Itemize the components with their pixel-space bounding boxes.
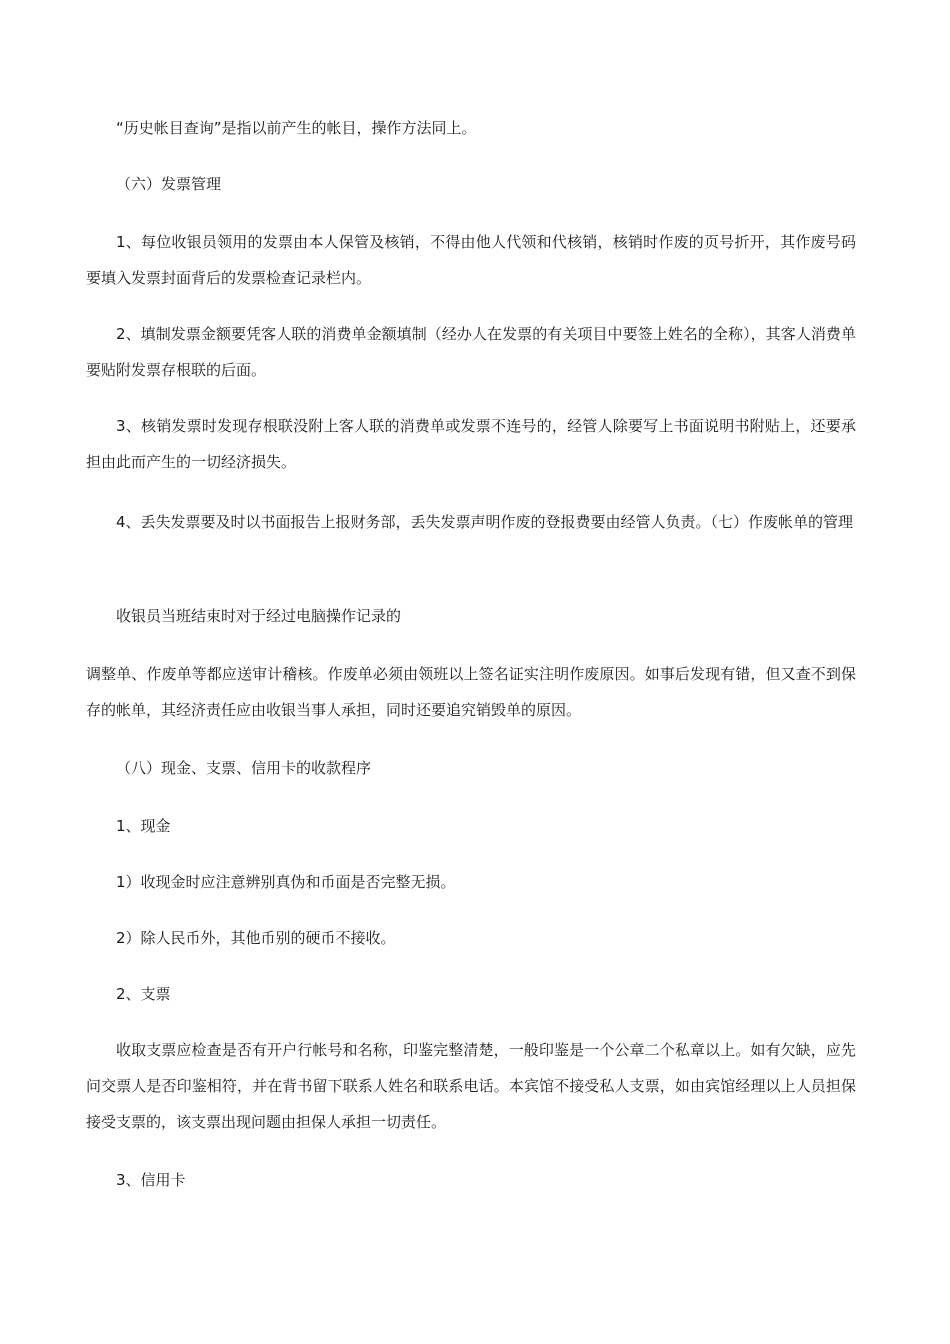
paragraph-cash-rule-1: 1）收现金时应注意辨别真伪和币面是否完整无损。 bbox=[116, 873, 456, 891]
paragraph-history-query: “历史帐目查询”是指以前产生的帐目，操作方法同上。 bbox=[116, 119, 477, 137]
paragraph-invoice-rule-2: 2、填制发票金额要凭客人联的消费单金额填制（经办人在发票的有关项目中要签上姓名的全称），其客人消费单要贴附发票存根联的后面。 bbox=[86, 325, 856, 379]
paragraph-invoice-rule-3: 3、核销发票时发现存根联没附上客人联的消费单或发票不连号的，经管人除要写上书面说明书附贴上，还要承担由此而产生的一切经济损失。 bbox=[86, 417, 856, 471]
paragraph-cheque-rule: 收取支票应检查是否有开户行帐号和名称，印鉴完整清楚，一般印鉴是一个公章二个私章以上。如有欠缺，应先问交票人是否印鉴相符，并在背书留下联系人姓名和联系电话。本宾馆不接受私人支票，如由宾馆经理以上人员担保接受支票的，该支票出现问题由担保人承担一切责任。 bbox=[86, 1041, 856, 1131]
paragraph-void-bill: 调整单、作废单等都应送审计稽核。作废单必须由领班以上签名证实注明作废原因。如事后发现有错，但又查不到保存的帐单，其经济责任应由收银当事人承担，同时还要追究销毁单的原因。 bbox=[86, 665, 856, 719]
paragraph-invoice-rule-1: 1、每位收银员领用的发票由本人保管及核销，不得由他人代领和代核销，核销时作废的页号折开，其作废号码要填入发票封面背后的发票检查记录栏内。 bbox=[86, 233, 856, 287]
paragraph-invoice-rule-4: 4、丢失发票要及时以书面报告上报财务部，丢失发票声明作废的登报费要由经管人负责。（七）作废帐单的管理 bbox=[116, 513, 854, 531]
heading-cash: 1、现金 bbox=[116, 817, 171, 835]
heading-credit-card: 3、信用卡 bbox=[116, 1171, 186, 1189]
heading-payment-procedure: （八）现金、支票、信用卡的收款程序 bbox=[116, 759, 372, 777]
paragraph-cash-rule-2: 2）除人民币外，其他币别的硬币不接收。 bbox=[116, 929, 396, 947]
heading-invoice-management: （六）发票管理 bbox=[116, 175, 222, 193]
heading-cheque: 2、支票 bbox=[116, 985, 171, 1003]
paragraph-cashier-shift: 收银员当班结束时对于经过电脑操作记录的 bbox=[116, 607, 402, 625]
